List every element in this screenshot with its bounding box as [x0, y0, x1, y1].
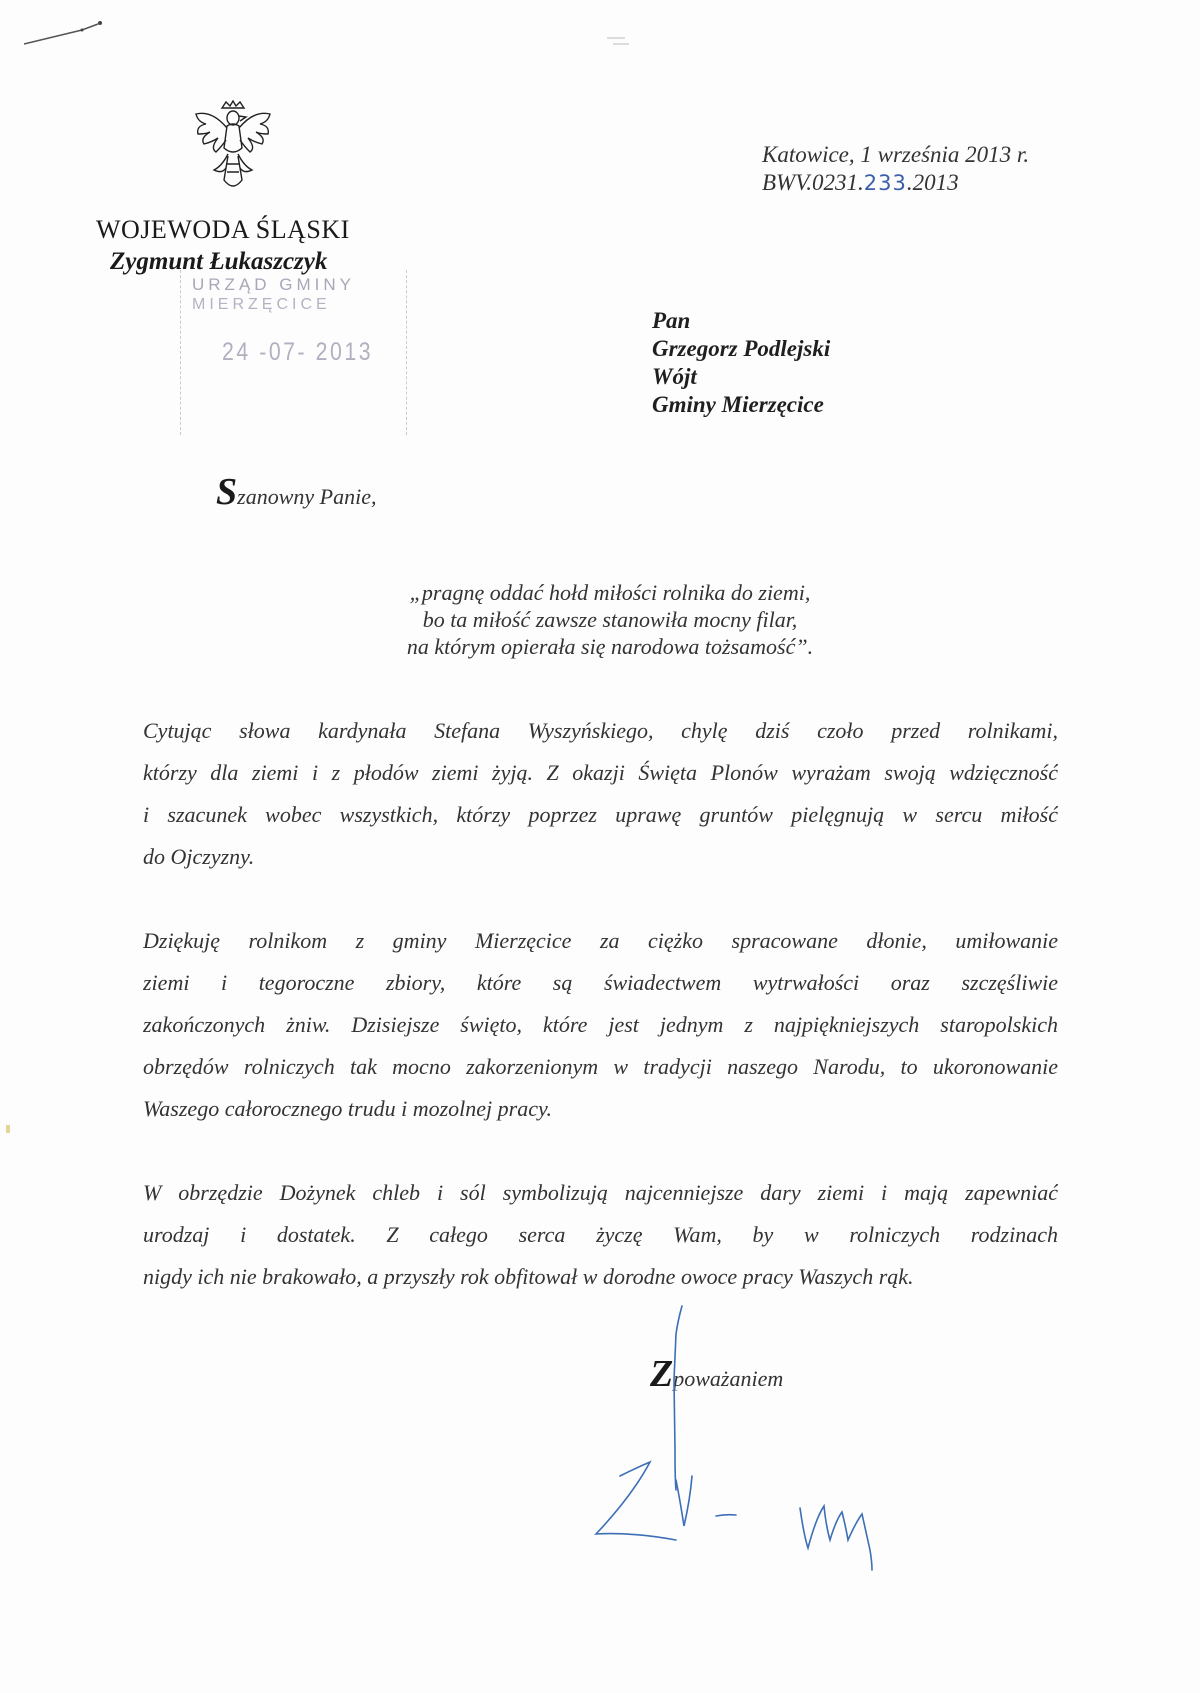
recipient-title: Pan [652, 308, 691, 333]
salutation [216, 470, 376, 514]
salutation-text: zanowny Panie, [237, 484, 377, 509]
paragraph-line: Waszego całorocznego trudu i mozolnej pracy. [143, 1096, 553, 1121]
place-and-date: Katowice, 1 września 2013 r. [762, 142, 1030, 167]
recipient-name: Grzegorz Podlejski [652, 336, 831, 361]
paragraph-line: i szacunek wobec wszystkich, którzy poprzez uprawę gruntów pielęgnują w sercu miłość [143, 802, 1058, 827]
closing-initial: Z [650, 1353, 674, 1395]
stamp-place-line: MIERZĘCICE [192, 296, 331, 313]
reference-suffix: .2013 [906, 170, 959, 195]
paragraph-line: W obrzędzie Dożynek chleb i sól symbolizują najcenniejsze dary ziemi i mają zapewniać [143, 1180, 1058, 1205]
paragraph-line: do Ojczyzny. [143, 844, 255, 869]
handwritten-signature [580, 1300, 920, 1580]
paragraph-line: urodzaj i dostatek. Z całego serca życzę Wam, by w rolniczych rodzinach [143, 1222, 1058, 1247]
recipient-office: Gminy Mierzęcice [652, 392, 824, 417]
reference-handwritten-number: 233 [863, 171, 907, 195]
paragraph-line: obrzędów rolniczych tak mocno zakorzenionym w tradycji naszego Narodu, to ukoronowanie [143, 1054, 1058, 1079]
paragraph-line: zakończonych żniw. Dzisiejsze święto, które jest jednym z najpiękniejszych staropolskich [143, 1012, 1058, 1037]
closing-text: poważaniem [673, 1366, 784, 1391]
scan-artifact-line [22, 18, 102, 48]
scan-artifact-mark [6, 1125, 10, 1133]
reference-number [762, 170, 959, 196]
paragraph-line: Dziękuję rolnikom z gminy Mierzęcice za ciężko spracowane dłonie, umiłowanie [143, 928, 1058, 953]
sender-name: Zygmunt Łukaszczyk [110, 248, 328, 275]
quote-line: bo ta miłość zawsze stanowiła mocny filar, [422, 607, 798, 632]
scan-artifact-dot [605, 32, 635, 52]
stamp-office-line: URZĄD GMINY [192, 275, 355, 294]
quote-line: na którym opierała się narodowa tożsamość”. [406, 634, 814, 659]
paragraph-line: którzy dla ziemi i z płodów ziemi żyją. Z okazji Święta Plonów wyrażam swoją wdzięczność [143, 760, 1058, 785]
stamp-date: 24 -07- 2013 [222, 338, 374, 366]
quote-line: „pragnę oddać hołd miłości rolnika do ziemi, [409, 580, 811, 605]
recipient-position: Wójt [652, 364, 697, 389]
salutation-initial: S [216, 471, 238, 513]
paragraph-line: nigdy ich nie brakowało, a przyszły rok obfitował w dorodne owoce pracy Waszych rąk. [143, 1264, 914, 1289]
paragraph-line: Cytując słowa kardynała Stefana Wyszyńskiego, chylę dziś czoło przed rolnikami, [143, 718, 1058, 743]
paragraph-line: ziemi i tegoroczne zbiory, które są świadectwem wytrwałości oraz szczęśliwie [143, 970, 1058, 995]
polish-eagle-emblem-icon [192, 100, 274, 196]
reference-prefix: BWV.0231. [762, 170, 864, 195]
sender-office: WOJEWODA ŚLĄSKI [96, 215, 350, 244]
